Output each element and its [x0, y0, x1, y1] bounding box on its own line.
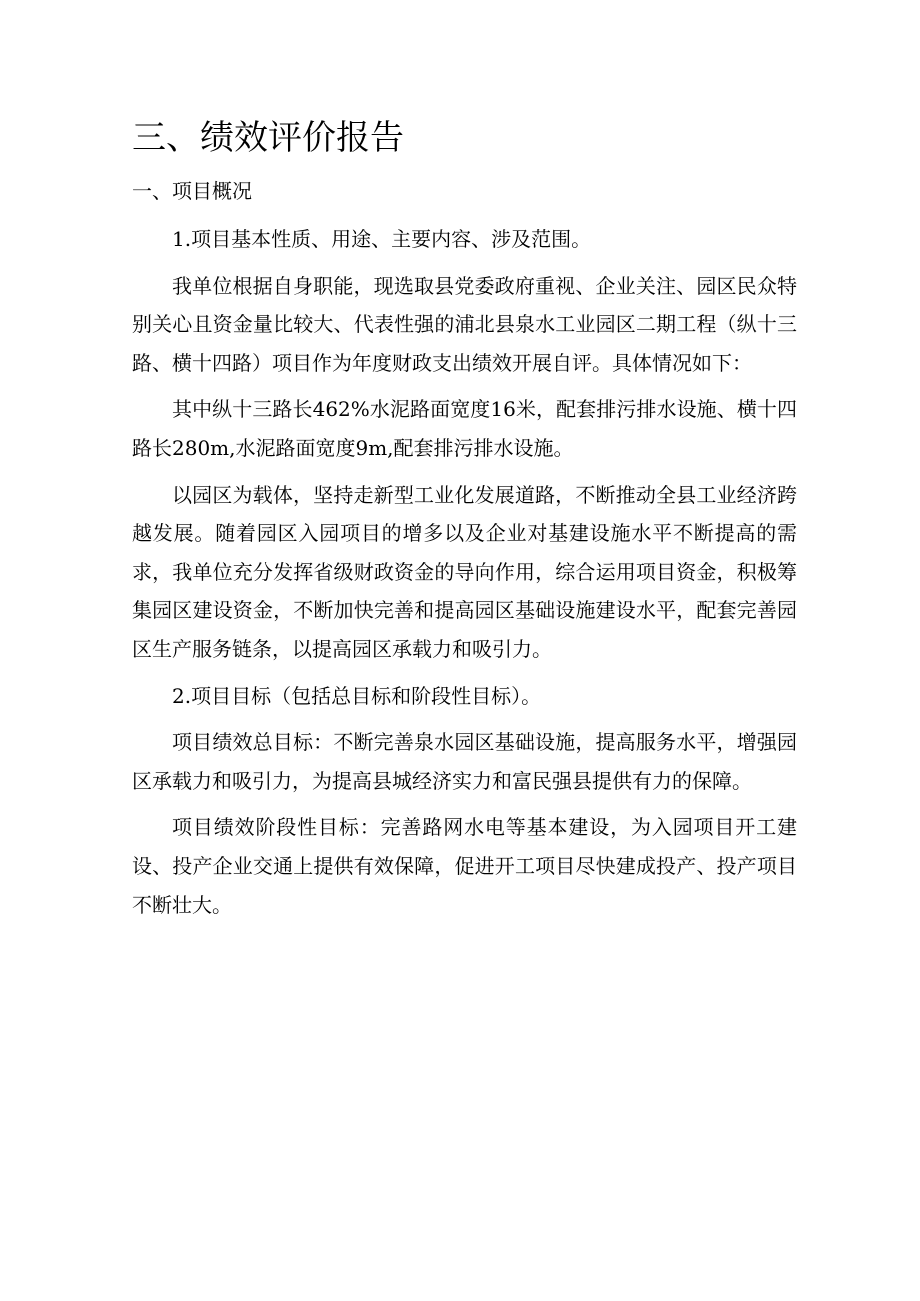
- section-heading-project-overview: 一、项目概况: [132, 179, 252, 203]
- paragraph-project-selection: 我单位根据自身职能，现选取县党委政府重视、企业关注、园区民众特别关心且资金量比较大、代表性强的浦北县泉水工业园区二期工程（纵十三路、横十四路）项目作为年度财政支出绩效开展自评。具体情况如下：: [132, 273, 797, 375]
- paragraph-overall-goal: 项目绩效总目标：不断完善泉水园区基础设施，提高服务水平，增强园区承载力和吸引力，为提高县城经济实力和富民强县提供有力的保障。: [132, 730, 797, 793]
- paragraph-road-specifications: 其中纵十三路长462%水泥路面宽度16米，配套排污排水设施、横十四路长280m,水泥路面宽度9m,配套排污排水设施。: [132, 397, 797, 460]
- report-title: 三、绩效评价报告: [132, 118, 404, 158]
- paragraph-phase-goal: 项目绩效阶段性目标：完善路网水电等基本建设，为入园项目开工建设、投产企业交通上提供有效保障，促进开工项目尽快建成投产、投产项目不断壮大。: [132, 815, 797, 917]
- subsection-heading-basic-nature: 1.项目基本性质、用途、主要内容、涉及范围。: [172, 227, 592, 251]
- subsection-heading-project-goals: 2.项目目标（包括总目标和阶段性目标）。: [172, 683, 542, 708]
- document-body: [132, 220, 797, 932]
- paragraph-park-development: 以园区为载体，坚持走新型工业化发展道路，不断推动全县工业经济跨越发展。随着园区入园项目的增多以及企业对基建设施水平不断提高的需求，我单位充分发挥省级财政资金的导向作用，综合运用项目资金，积极筹集园区建设资金，不断加快完善和提高园区基础设施建设水平，配套完善园区生产服务链条，以提高园区承载力和吸引力。: [132, 482, 797, 661]
